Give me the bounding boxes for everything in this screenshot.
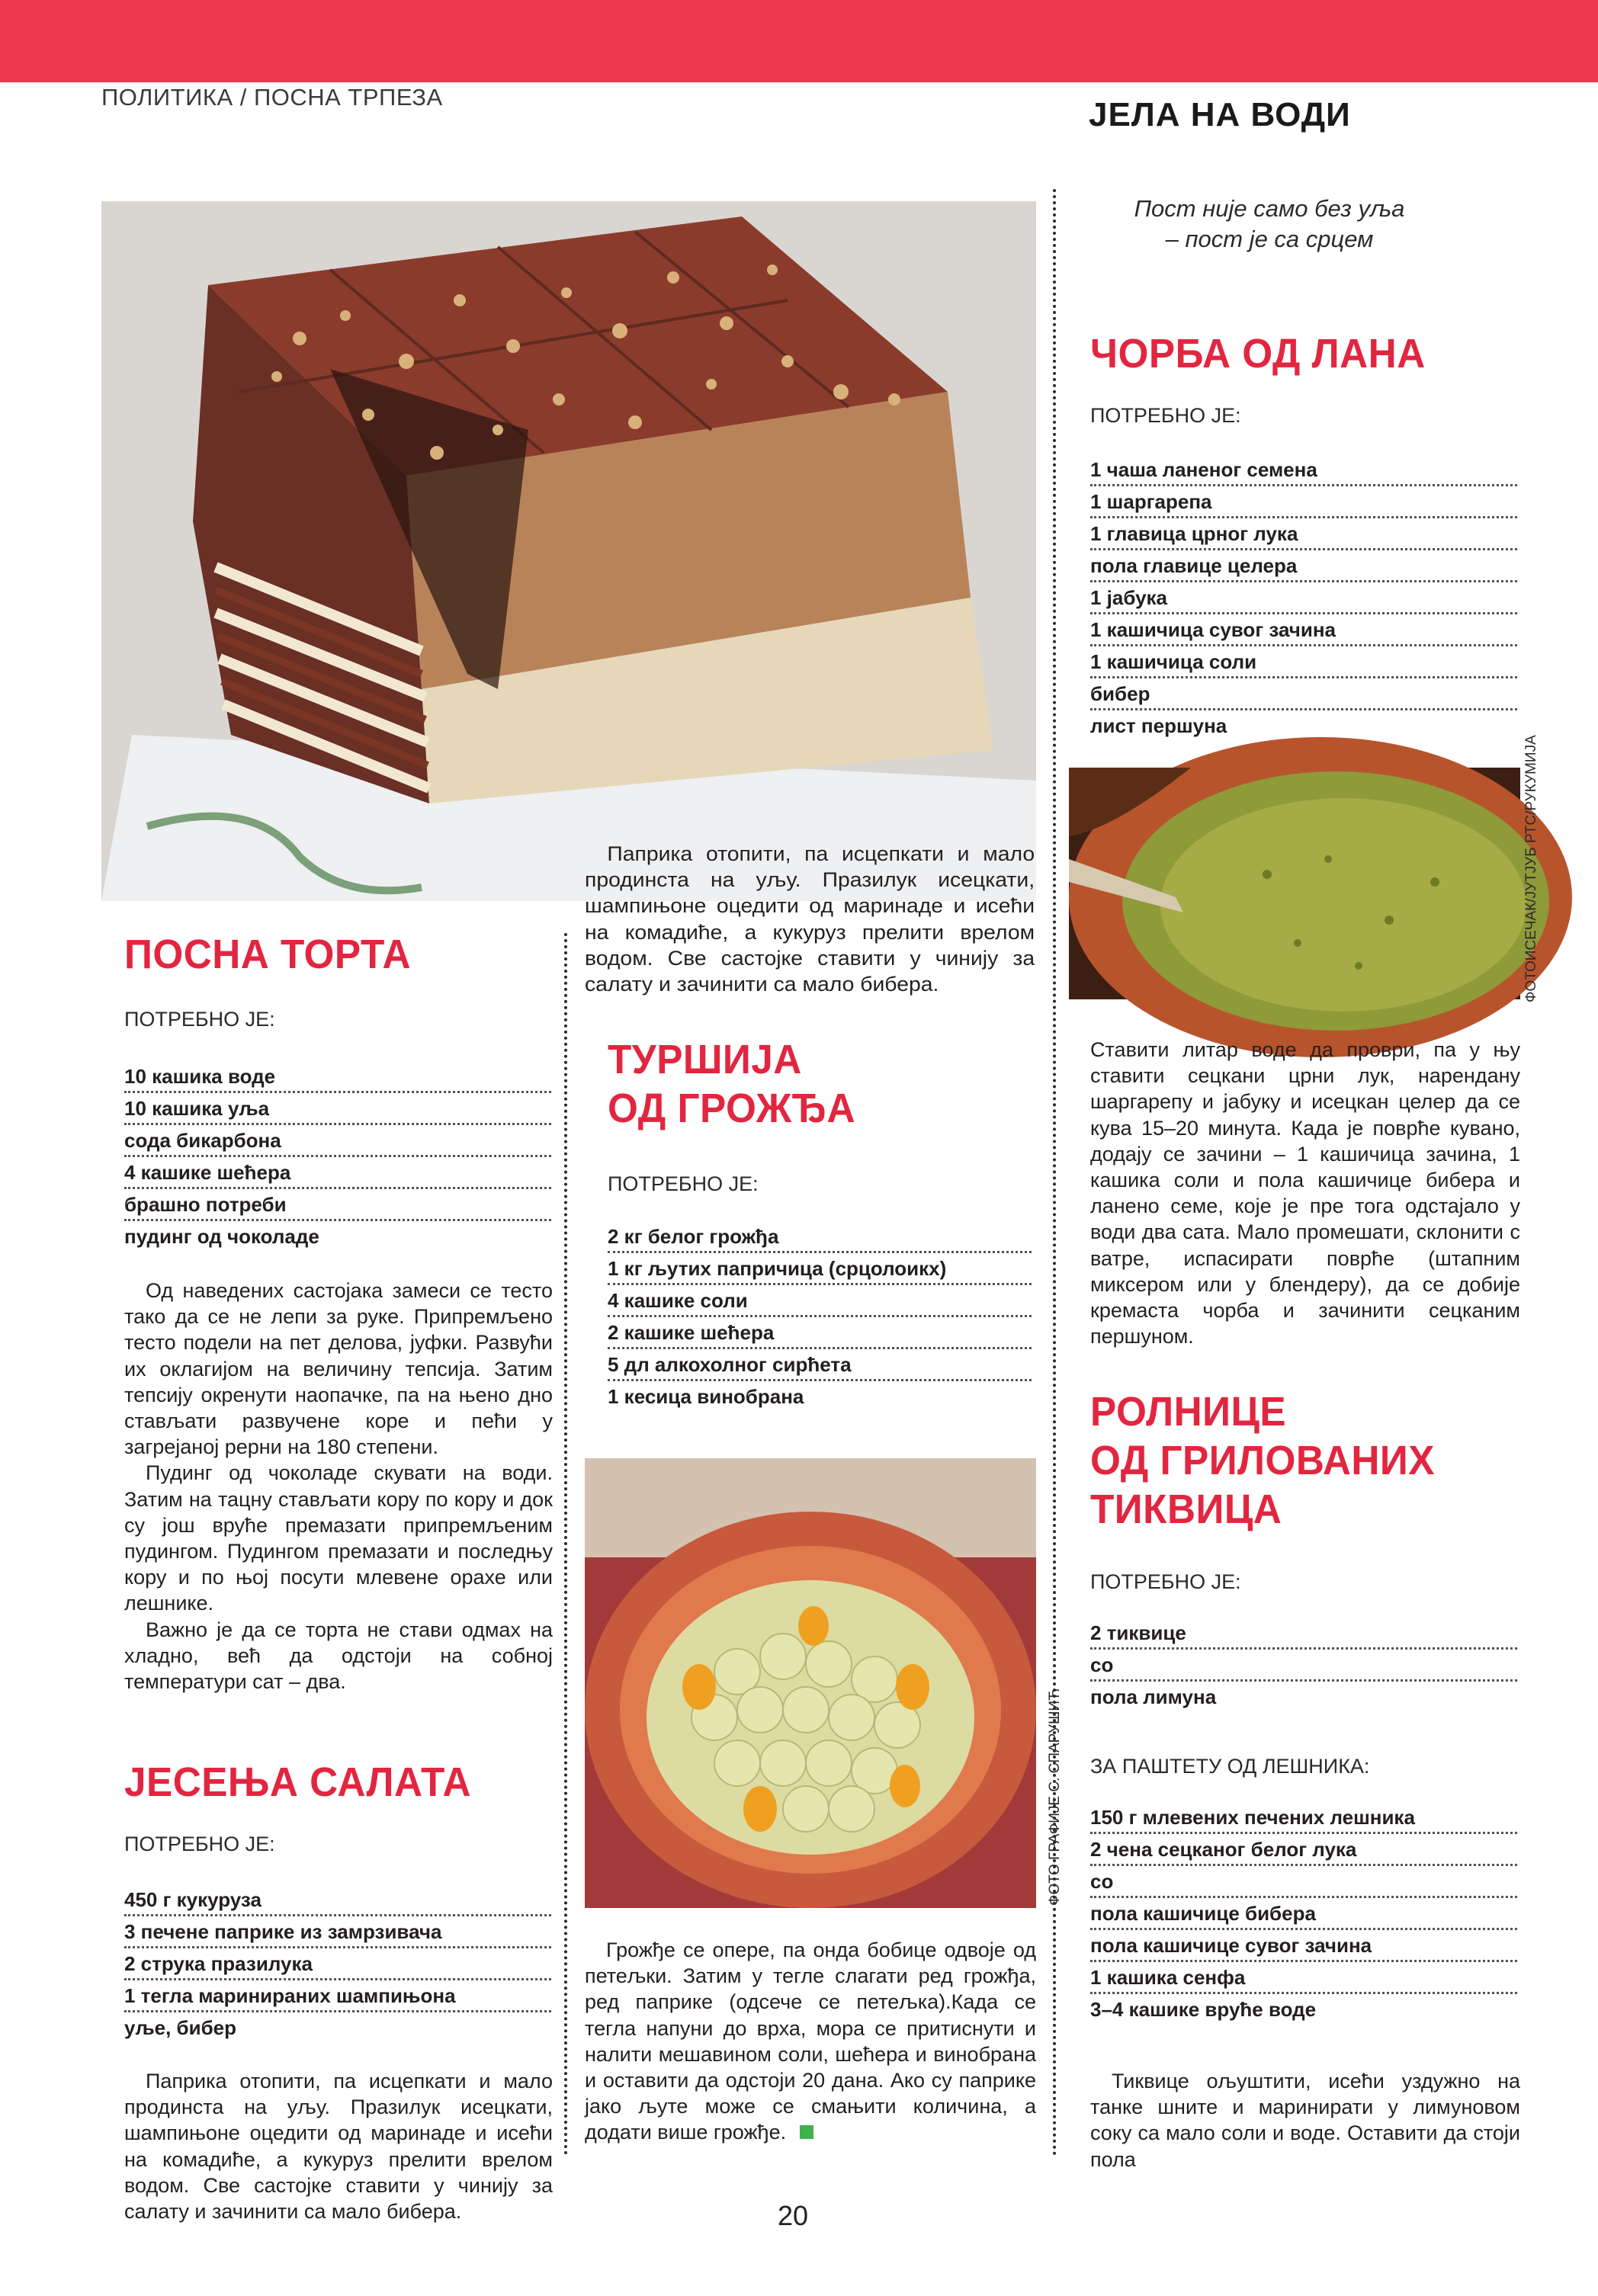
ingredient-item: 1 кашичица сувог зачина — [1090, 614, 1517, 646]
ingredient-item: 4 кашике соли — [608, 1285, 1032, 1317]
soup-photo — [1069, 768, 1520, 999]
ingredient-item: 1 кесица винобрана — [608, 1385, 804, 1408]
ingredient-item: пола главице целера — [1090, 550, 1517, 582]
pickled-grapes-photo — [585, 1458, 1036, 1908]
ingredient-item: 2 чена сецканог белог лука — [1090, 1834, 1517, 1866]
paragraph-continued: Паприка отопити, па исцепкати и мало продинста на уљу. Празилук исецкати, шампињоне оцедити од маринаде и исећи на комадиће, а кукуруз прелити врелом водом. Све састојке ставити у чинију за салату и зачинити са мало бибера. — [585, 842, 1035, 996]
section-label: ПОЛИТИКА / ПОСНА ТРПЕЗА — [101, 84, 443, 111]
ingredient-item: 10 кашика воде — [124, 1061, 551, 1093]
title-line: ТУРШИЈА — [608, 1037, 802, 1082]
ingredient-item: 2 струка празилука — [124, 1948, 551, 1980]
ingredient-item: со — [1090, 1650, 1517, 1682]
ingredient-item: 2 кг белог грожђа — [608, 1221, 1032, 1253]
instructions-jesenja-salata — [124, 2068, 553, 2224]
ingredient-item: 150 г млевених печених лешника — [1090, 1802, 1517, 1834]
ingredient-item: 3–4 кашике вруће воде — [1090, 1998, 1317, 2021]
ingredient-list-rolnice — [1090, 1618, 1517, 1711]
paragraph: Паприка отопити, па исцепкати и мало продинста на уљу. Празилук исецкати, шампињоне оцедити од маринаде и исећи на комадиће, а кукуруз прелити врелом водом. Све састојке ставити у чинију за салату и зачинити са мало бибера. — [124, 2070, 553, 2224]
paragraph: Важно је да се торта не стави одмах на хладно, већ да одстоји на собној температури сат – два. — [124, 1618, 553, 1694]
ingredient-item: 5 дл алкохолног сирћета — [608, 1349, 1032, 1381]
paragraph: Ставити литар воде да проври, па у њу ставити сецкани црни лук, нарендану шаргарепу и јабуку и исецкан целер да се кува 15–20 минута. Када је поврће кувано, додају се зачини – 1 кашичица зачина, 1 кашика соли и пола кашичице бибера и ланено семе, које је пре тога одстајало у води два сата. Мало промешати, склонити с ватре, испасирати поврће (штапним миксером или у блендеру), да се добије кремаста чорба и зачинити сецканим першуном. — [1090, 1038, 1520, 1348]
end-mark-icon — [800, 2125, 813, 2139]
ingredient-item: лист першуна — [1090, 714, 1227, 737]
ingredient-item: 1 тегла маринираних шампињона — [124, 1980, 551, 2012]
title-line: ОД ГРИЛОВАНИХ — [1090, 1438, 1435, 1483]
ingredient-item: 1 кг љутих папричица (срцолоикх) — [608, 1253, 1032, 1285]
instructions-jesenja-salata-continued — [585, 842, 1035, 999]
instructions-corba — [1090, 1037, 1520, 1349]
title-line: РОЛНИЦЕ — [1090, 1389, 1287, 1435]
recipe-title-posna-torta: ПОСНА ТОРТА — [124, 932, 412, 977]
ingredient-item: пола кашичице сувог зачина — [1090, 1930, 1517, 1962]
ingredient-item: 2 кашике шећера — [608, 1317, 1032, 1349]
paragraph: Од наведених састојака замеси се тесто тако да се не лепи за руке. Припремљено тесто подели на пет делова, јуфки. Развући их оклагијом на величину тепсија. Затим тепсију окренути наопачке, па на њено дно стављати развучене коре и пећи у загрејаној рерни на 180 степени. — [124, 1279, 553, 1459]
paragraph: Тиквице ољуштити, исећи уздужно на танке шните и маринирати у лимуновом соку са мало соли и воде. Оставити да стоји пола — [1090, 2070, 1520, 2171]
ingredient-item: 10 кашика уља — [124, 1093, 551, 1125]
ingredient-item: 450 г кукуруза — [124, 1884, 551, 1916]
motto — [1052, 194, 1487, 255]
recipe-title-tursija — [608, 1035, 855, 1133]
column-divider-left — [564, 933, 567, 2156]
photo-credit-grapes: ФОТО ГРАФИЈЕ С. СПАРУШИЋ — [1047, 1688, 1063, 1906]
ingredient-item: 2 тиквице — [1090, 1618, 1517, 1650]
ingredient-list-tursija — [608, 1221, 1032, 1411]
pasteta-label: ЗА ПАШТЕТУ ОД ЛЕШНИКА: — [1090, 1755, 1370, 1778]
needed-label: ПОТРЕБНО ЈЕ: — [1090, 404, 1241, 427]
ingredient-list-pasteta — [1090, 1802, 1517, 2024]
motto-line-2: – пост је са срцем — [1165, 226, 1374, 252]
ingredient-item: пудинг од чоколаде — [124, 1225, 319, 1248]
ingredient-item: 1 кашика сенфа — [1090, 1962, 1517, 1994]
title-line: ОД ГРОЖЂА — [608, 1085, 855, 1131]
recipe-title-rolnice — [1090, 1387, 1435, 1534]
ingredient-item: 1 главица црног лука — [1090, 518, 1517, 550]
ingredient-list-posna-torta — [124, 1061, 551, 1251]
ingredient-list-corba — [1090, 454, 1517, 740]
instructions-tursija — [585, 1937, 1036, 2146]
instructions-rolnice — [1090, 2068, 1520, 2173]
paragraph-text: Грожђе се опере, па онда бобице одвоје од петељки. Затим у тегле слагати ред грожђа, ред паприке (одсече се петељка).Када се тегла напуни до врха, мора се притиснути и налити мешавином соли, шећера и винобрана и оставити да одстоји 20 дана. Ако су паприке јако љуте може се смањити количина, а додати више грожђе. — [585, 1938, 1036, 2144]
ingredient-item: сода бикарбона — [124, 1125, 551, 1157]
ingredient-item: брашно потреби — [124, 1189, 551, 1221]
recipe-title-jesenja-salata: ЈЕСЕЊА САЛАТА — [124, 1759, 472, 1805]
ingredient-item: пола лимуна — [1090, 1685, 1217, 1708]
ingredient-item: бибер — [1090, 678, 1517, 710]
ingredient-item: уље, бибер — [124, 2016, 236, 2039]
cake-photo — [101, 201, 1036, 901]
ingredient-item: 4 кашике шећера — [124, 1157, 551, 1189]
ingredient-item: со — [1090, 1866, 1517, 1898]
header-band — [0, 0, 1598, 82]
paragraph — [585, 1937, 1036, 2146]
title-line: ТИКВИЦА — [1090, 1486, 1282, 1532]
recipe-title-corba: ЧОРБА ОД ЛАНА — [1090, 331, 1426, 377]
ingredient-item: 1 јабука — [1090, 582, 1517, 614]
needed-label: ПОТРЕБНО ЈЕ: — [1090, 1570, 1241, 1593]
needed-label: ПОТРЕБНО ЈЕ: — [608, 1172, 759, 1195]
instructions-posna-torta — [124, 1278, 553, 1695]
needed-label: ПОТРЕБНО ЈЕ: — [124, 1008, 275, 1031]
paragraph: Пудинг од чоколаде скувати на води. Затим на тацну стављати кору по кору и док су још вруће премазати припремљеним пудингом. Пудингом премазати и последњу кору и по њој посути млевене орахе или лешнике. — [124, 1461, 553, 1615]
ingredient-item: 3 печене паприке из замрзивача — [124, 1916, 551, 1948]
page-number: 20 — [778, 2200, 809, 2231]
motto-line-1: Пост није само без уља — [1134, 195, 1405, 222]
topic-title: ЈЕЛА НА ВОДИ — [1089, 96, 1351, 133]
ingredient-item: 1 чаша ланеног семена — [1090, 454, 1517, 486]
ingredient-item: пола кашичице бибера — [1090, 1898, 1517, 1930]
ingredient-item: 1 шаргарепа — [1090, 486, 1517, 518]
photo-credit-soup: ФОТОИСЕЧАК/ЈУТЈУБ РТС/РУКУМИЈА — [1523, 735, 1539, 1002]
needed-label: ПОТРЕБНО ЈЕ: — [124, 1833, 275, 1855]
ingredient-item: 1 кашичица соли — [1090, 646, 1517, 678]
ingredient-list-jesenja-salata — [124, 1884, 551, 2042]
